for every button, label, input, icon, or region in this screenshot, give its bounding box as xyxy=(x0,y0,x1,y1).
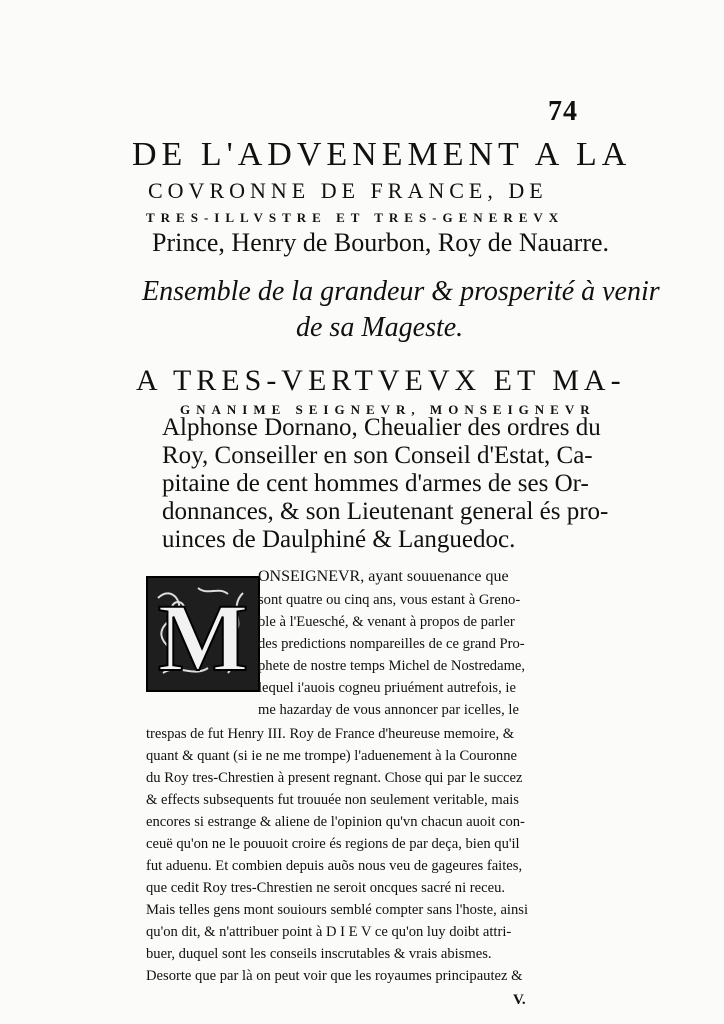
subtitle-line-2: de sa Mageste. xyxy=(296,312,464,343)
body-line-2: sont quatre ou cinq ans, vous estant à Greno- xyxy=(258,592,521,608)
body-line-7: me hazarday de vous annoncer par icelles, le xyxy=(258,702,519,718)
body-line-19: Desorte que par là on peut voir que les royaumes principautez & xyxy=(146,968,523,984)
title-line-3: TRES-ILLVSTRE ET TRES-GENEREVX xyxy=(146,210,565,225)
title-line-1: DE L'ADVENEMENT A LA xyxy=(132,136,632,173)
body-line-1: ONSEIGNEVR, ayant souuenance que xyxy=(258,568,509,585)
body-line-11: & effects subsequents fut trouuée non seulement veritable, mais xyxy=(146,792,519,808)
dedication-line-5: pitaine de cent hommes d'armes de ses Or- xyxy=(162,470,589,497)
body-line-12: encores si estrange & aliene de l'opinion qu'vn chacun auoit con- xyxy=(146,814,525,830)
body-line-10: du Roy tres-Chrestien à present regnant. Chose qui par le succez xyxy=(146,770,523,786)
body-line-9: quant & quant (si ie ne me trompe) l'aduenement à la Couronne xyxy=(146,748,518,764)
dedication-line-7: uinces de Daulphiné & Languedoc. xyxy=(162,526,516,553)
body-line-18: buer, duquel sont les conseils inscrutables & vrais abismes. xyxy=(146,946,492,962)
subtitle-line-1: Ensemble de la grandeur & prosperité à venir xyxy=(142,276,660,307)
dedication-line-6: donnances, & son Lieutenant general és pro- xyxy=(162,498,609,525)
body-line-3: ble à l'Euesché, & venant à propos de parler xyxy=(258,614,515,630)
dedication-line-3: Alphonse Dornano, Cheualier des ordres du xyxy=(162,414,601,441)
catchword: V. xyxy=(513,992,526,1008)
dedication-line-2: GNANIME SEIGNEVR, MONSEIGNEVR xyxy=(180,402,596,417)
dedication-line-1: A TRES-VERTVEVX ET MA- xyxy=(136,364,626,397)
title-line-4: Prince, Henry de Bourbon, Roy de Nauarre. xyxy=(152,228,610,257)
page-number: 74 xyxy=(548,96,578,127)
body-line-5: phete de nostre temps Michel de Nostredame, xyxy=(258,658,526,674)
body-line-13: ceuë qu'on ne le pouuoit croire és regions de par deça, bien qu'il xyxy=(146,836,520,852)
body-line-16: Mais telles gens mont souiours semblé compter sans l'hoste, ainsi xyxy=(146,902,529,918)
title-line-2: COVRONNE DE FRANCE, DE xyxy=(148,178,548,203)
body-line-15: que cedit Roy tres-Chrestien ne seroit oncques sacré ni receu. xyxy=(146,880,506,896)
body-line-4: des predictions nompareilles de ce grand Pro- xyxy=(258,636,525,652)
body-line-14: fut aduenu. Et combien depuis auõs nous veu de gageures faites, xyxy=(146,858,523,874)
drop-cap-letter: M xyxy=(157,584,249,690)
body-line-8: trespas de fut Henry III. Roy de France d'heureuse memoire, & xyxy=(146,726,515,742)
dedication-line-4: Roy, Conseiller en son Conseil d'Estat, Ca- xyxy=(162,442,593,469)
body-line-17: qu'on dit, & n'attribuer point à D I E V ce qu'on luy doibt attri- xyxy=(146,924,512,940)
ornamental-drop-cap xyxy=(146,576,260,692)
body-line-6: lequel i'auois cogneu priuément autrefois, ie xyxy=(258,680,516,696)
